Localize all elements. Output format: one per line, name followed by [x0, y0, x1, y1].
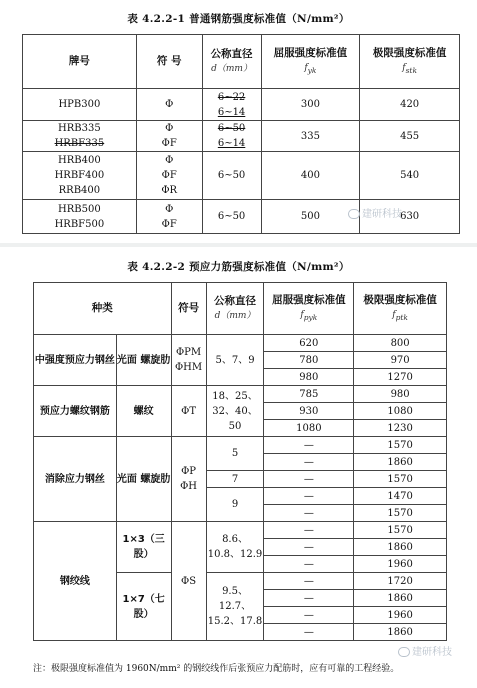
- diameter-cell: 7: [206, 471, 264, 488]
- header-symbol: 符号: [171, 283, 206, 335]
- symbol-cell: ΦPM ΦHM: [171, 335, 206, 386]
- diameter-cell: [202, 89, 261, 121]
- header-ultimate: [354, 283, 447, 335]
- ultimate-cell: 420: [360, 89, 460, 121]
- subkind-cell: 1×3（三股）: [116, 522, 171, 573]
- table2: [33, 282, 447, 641]
- yield-cell: —: [264, 607, 354, 624]
- yield-cell: —: [264, 590, 354, 607]
- yield-cell: —: [264, 454, 354, 471]
- ultimate-cell: 1570: [354, 471, 447, 488]
- header-yield-label: 屈服强度标准值: [272, 293, 346, 306]
- watermark: [398, 643, 452, 658]
- ultimate-cell: 1570: [354, 437, 447, 454]
- header-yield-symbol: $f_{yk}$: [304, 62, 317, 75]
- table1-panel: [0, 0, 477, 243]
- ultimate-cell: 1470: [354, 488, 447, 505]
- ultimate-cell: 1960: [354, 556, 447, 573]
- table1-title: 表 4.2.2-1 普通钢筋强度标准值（N/mm²）: [127, 13, 350, 25]
- kind-cell: 中强度预应力钢丝: [34, 335, 117, 386]
- symbol-value: Φ: [165, 203, 174, 215]
- diameter-cell: 6~50: [202, 200, 261, 234]
- yield-cell: —: [264, 624, 354, 641]
- subkind-cell: 1×7（七股）: [116, 573, 171, 641]
- symbol-value: ΦR: [161, 185, 178, 196]
- yield-cell: 785: [264, 386, 354, 403]
- watermark: [348, 205, 402, 220]
- yield-cell: —: [264, 573, 354, 590]
- grade-value: HRBF500: [54, 218, 105, 230]
- diameter-value: 6~50: [217, 123, 246, 134]
- symbol-cell: [136, 152, 202, 200]
- wechat-icon: [398, 647, 410, 657]
- table1: [22, 34, 460, 234]
- watermark-text: 建研科技: [412, 647, 452, 658]
- table2-title: 表 4.2.2-2 预应力筋强度标准值（N/mm²）: [127, 261, 350, 273]
- diameter-value: 6~14: [217, 106, 246, 118]
- diameter-value: 6~14: [217, 138, 246, 149]
- yield-cell: 300: [261, 89, 360, 121]
- header-diameter: [206, 283, 264, 335]
- table2-header-row: [34, 283, 447, 335]
- table-row: [34, 522, 447, 539]
- header-ultimate: [360, 35, 460, 89]
- yield-cell: 1080: [264, 420, 354, 437]
- kind-cell: 消除应力钢丝: [34, 437, 117, 522]
- yield-cell: 620: [264, 335, 354, 352]
- symbol-cell: ΦP ΦH: [171, 437, 206, 522]
- symbol-value: ΦF: [161, 170, 177, 181]
- wechat-icon: [348, 209, 360, 219]
- grade-value: RRB400: [58, 185, 101, 196]
- ultimate-cell: 1860: [354, 590, 447, 607]
- yield-cell: 335: [261, 121, 360, 152]
- subkind-cell: 光面 螺旋肋: [116, 335, 171, 386]
- header-yield: [261, 35, 360, 89]
- symbol-cell: [136, 200, 202, 234]
- symbol-value: ΦF: [161, 218, 177, 230]
- kind-cell: 钢绞线: [34, 522, 117, 641]
- ultimate-cell: 1860: [354, 454, 447, 471]
- grade-value: HRBF400: [54, 170, 105, 181]
- watermark-text: 建研科技: [362, 209, 402, 220]
- header-diameter: [202, 35, 261, 89]
- diameter-cell: 8.6、10.8、12.9: [206, 522, 264, 573]
- header-ultimate-symbol: $f_{stk}$: [402, 62, 417, 75]
- table1-header-row: [23, 35, 460, 89]
- diameter-cell: 9.5、12.7、15.2、17.8: [206, 573, 264, 641]
- header-diameter-label: 公称直径: [214, 294, 257, 307]
- header-ultimate-label: 极限强度标准值: [372, 46, 447, 59]
- header-symbol: 符 号: [136, 35, 202, 89]
- ultimate-cell: 630: [360, 200, 460, 234]
- grade-cell: [23, 152, 137, 200]
- ultimate-cell: 1080: [354, 403, 447, 420]
- header-diameter-unit: d（mm）: [211, 63, 252, 74]
- ultimate-cell: 1720: [354, 573, 447, 590]
- yield-cell: —: [264, 488, 354, 505]
- diameter-value: 6~22: [217, 91, 246, 103]
- yield-cell: 400: [261, 152, 360, 200]
- ultimate-cell: 970: [354, 352, 447, 369]
- yield-cell: 500: [261, 200, 360, 234]
- header-diameter-label: 公称直径: [210, 47, 253, 60]
- header-ultimate-label: 极限强度标准值: [363, 293, 437, 306]
- grade-value: HRB335: [58, 123, 101, 134]
- grade-value: HRBF335: [54, 138, 105, 149]
- symbol-cell: ΦS: [171, 522, 206, 641]
- header-yield: [264, 283, 354, 335]
- yield-cell: —: [264, 539, 354, 556]
- diameter-cell: 5: [206, 437, 264, 471]
- header-grade: 牌号: [23, 35, 137, 89]
- ultimate-cell: 1860: [354, 624, 447, 641]
- yield-cell: 980: [264, 369, 354, 386]
- yield-cell: 930: [264, 403, 354, 420]
- diameter-cell: [202, 121, 261, 152]
- diameter-cell: 18、25、32、40、50: [206, 386, 264, 437]
- symbol-value: Φ: [165, 123, 174, 134]
- subkind-cell: 光面 螺旋肋: [116, 437, 171, 522]
- ultimate-cell: 540: [360, 152, 460, 200]
- yield-cell: —: [264, 437, 354, 454]
- grade-value: HRB500: [58, 203, 101, 215]
- table-row: [23, 89, 460, 121]
- table-row: [23, 152, 460, 200]
- symbol-cell: [136, 121, 202, 152]
- yield-cell: —: [264, 471, 354, 488]
- symbol-value: Φ: [165, 155, 174, 166]
- symbol-cell: ΦT: [171, 386, 206, 437]
- header-diameter-unit: d（mm）: [214, 310, 256, 321]
- grade-cell: [23, 121, 137, 152]
- table-row: [23, 121, 460, 152]
- diameter-cell: 6~50: [202, 152, 261, 200]
- ultimate-cell: 1230: [354, 420, 447, 437]
- ultimate-cell: 1860: [354, 539, 447, 556]
- kind-cell: 预应力螺纹钢筋: [34, 386, 117, 437]
- yield-cell: —: [264, 556, 354, 573]
- table-row: [34, 335, 447, 352]
- subkind-cell: 螺纹: [116, 386, 171, 437]
- header-ultimate-symbol: $f_{ptk}$: [392, 309, 408, 322]
- yield-cell: —: [264, 522, 354, 539]
- grade-cell: [23, 200, 137, 234]
- grade-cell: HPB300: [23, 89, 137, 121]
- table-row: [34, 386, 447, 403]
- diameter-cell: 5、7、9: [206, 335, 264, 386]
- yield-cell: —: [264, 505, 354, 522]
- symbol-cell: Φ: [136, 89, 202, 121]
- ultimate-cell: 980: [354, 386, 447, 403]
- header-yield-symbol: $f_{pyk}$: [300, 309, 318, 322]
- ultimate-cell: 1570: [354, 505, 447, 522]
- table2-note: 注：极限强度标准值为 1960N/mm² 的钢绞线作后张预应力配筋时，应有可靠的工程经验。: [33, 664, 400, 674]
- ultimate-cell: 800: [354, 335, 447, 352]
- header-kind: 种类: [34, 283, 172, 335]
- grade-value: HRB400: [58, 155, 101, 166]
- diameter-cell: 9: [206, 488, 264, 522]
- ultimate-cell: 1960: [354, 607, 447, 624]
- ultimate-cell: 1570: [354, 522, 447, 539]
- symbol-value: ΦF: [161, 138, 177, 149]
- header-yield-label: 屈服强度标准值: [273, 46, 348, 59]
- ultimate-cell: 455: [360, 121, 460, 152]
- yield-cell: 780: [264, 352, 354, 369]
- ultimate-cell: 1270: [354, 369, 447, 386]
- table-row: [34, 437, 447, 454]
